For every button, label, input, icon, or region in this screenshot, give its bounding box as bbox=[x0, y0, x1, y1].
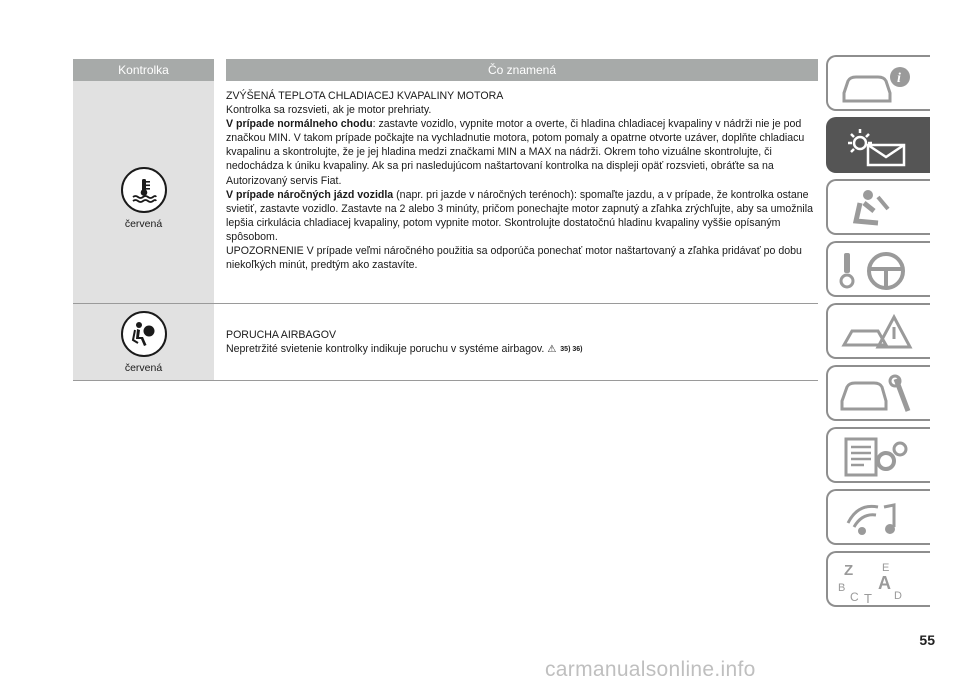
tab-index[interactable] bbox=[826, 551, 930, 607]
svg-text:T: T bbox=[864, 591, 872, 603]
table-row bbox=[73, 81, 818, 304]
car-info-icon bbox=[838, 63, 918, 107]
svg-text:Z: Z bbox=[844, 562, 854, 579]
row-intro: Kontrolka sa rozsvieti, ak je motor prehriaty. bbox=[226, 104, 432, 117]
key-steering-wheel-icon bbox=[838, 249, 918, 293]
tab-safety[interactable] bbox=[826, 179, 930, 235]
airbag-text: Nepretržité svietenie kontrolky indikuje poruchu v systéme airbagov. bbox=[226, 343, 545, 356]
svg-text:A: A bbox=[878, 573, 891, 593]
car-maintenance-icon bbox=[838, 373, 918, 417]
svg-text:D: D bbox=[894, 590, 902, 602]
header-co-znamena: Čo znamená bbox=[487, 63, 557, 77]
watermark: carmanualsonline.info bbox=[545, 658, 756, 681]
row-description bbox=[226, 81, 818, 303]
tab-multimedia[interactable] bbox=[826, 489, 930, 545]
normal-text: : zastavte vozidlo, vypnite motor a overte, či hladina chladiacej kvapaliny v nádrži nie je pod značkou MIN. V takom prípade počkajte na vychladnutie motora, potom pomaly a opatrne otvorte uzáver, doplňte chladiacu kvapalinu a skontrolujte, že je jej hladina medzi značkami MIN a MAX na nádrži. Okrem toho vizuálne skontrolujte, či nedochádza k úniku kvapaliny. Ak sa pri nasledujúcom naštartovaní kontrolka na displeji opäť rozsvieti, obráťte sa na Autorizovaný servis Fiat. bbox=[226, 118, 805, 187]
svg-text:i: i bbox=[897, 71, 901, 86]
row-icon-cell bbox=[73, 304, 214, 380]
heavy-heading: V prípade náročných jázd vozidla bbox=[226, 188, 394, 201]
row-title: ZVÝŠENÁ TEPLOTA CHLADIACEJ KVAPALINY MOTORA bbox=[226, 90, 504, 102]
tab-maintenance[interactable] bbox=[826, 365, 930, 421]
technical-data-icon bbox=[838, 435, 918, 479]
color-label: červená bbox=[124, 217, 163, 230]
svg-text:E: E bbox=[882, 562, 890, 574]
tab-technical-data[interactable] bbox=[826, 427, 930, 483]
heavy-use-paragraph bbox=[226, 188, 818, 244]
warning-paragraph: UPOZORNENIE V prípade veľmi náročného použitia sa odporúča ponechať motor naštartovaný a zľahka pridávať po dobu niekoľkých minút, predtým ako zastavíte. bbox=[226, 245, 802, 272]
tab-warning-lights[interactable] bbox=[826, 117, 930, 173]
emergency-triangle-icon bbox=[838, 311, 918, 355]
index-letters-icon bbox=[838, 559, 918, 603]
coolant-temperature-icon bbox=[121, 167, 167, 213]
heavy-text: (napr. pri jazde v náročných terénoch): spomaľte jazdu, a v prípade, že kontrolka ostane svietiť, zastavte vozidlo. Zastavte na 2 alebo 3 minúty, pričom ponechajte motor zapnutý a zľahka zrýchľujte, aby sa umožnila lepšia cirkulácia chladiacej kvapaliny, potom vypnite motor. Skontrolujte dostatočnú hladinu kvapaliny vyššie opísaným spôsobom. bbox=[226, 188, 814, 243]
airbag-icon bbox=[121, 311, 167, 357]
normal-heading: V prípade normálneho chodu bbox=[226, 118, 373, 131]
row-icon-cell bbox=[73, 81, 214, 303]
tab-emergency[interactable] bbox=[826, 303, 930, 359]
table-header bbox=[73, 59, 818, 81]
row-description bbox=[226, 304, 818, 380]
color-label: červená bbox=[124, 361, 163, 374]
svg-text:C: C bbox=[850, 590, 859, 603]
multimedia-icon bbox=[838, 497, 918, 541]
row-title: PORUCHA AIRBAGOV bbox=[226, 329, 337, 341]
svg-text:B: B bbox=[838, 582, 846, 594]
page-number: 55 bbox=[919, 632, 935, 648]
table-row bbox=[73, 304, 818, 381]
seat-safety-icon bbox=[838, 187, 918, 231]
header-kontrolka: Kontrolka bbox=[118, 63, 169, 77]
warning-lights-table bbox=[73, 59, 818, 381]
normal-operation-paragraph bbox=[226, 117, 818, 187]
warning-lights-message-icon bbox=[838, 125, 918, 169]
warning-triangle-icon: ⚠ bbox=[547, 344, 557, 356]
note-references: 35) 36) bbox=[560, 346, 583, 354]
tab-car-info[interactable] bbox=[826, 55, 930, 111]
tab-starting-driving[interactable] bbox=[826, 241, 930, 297]
row-text bbox=[226, 342, 818, 357]
